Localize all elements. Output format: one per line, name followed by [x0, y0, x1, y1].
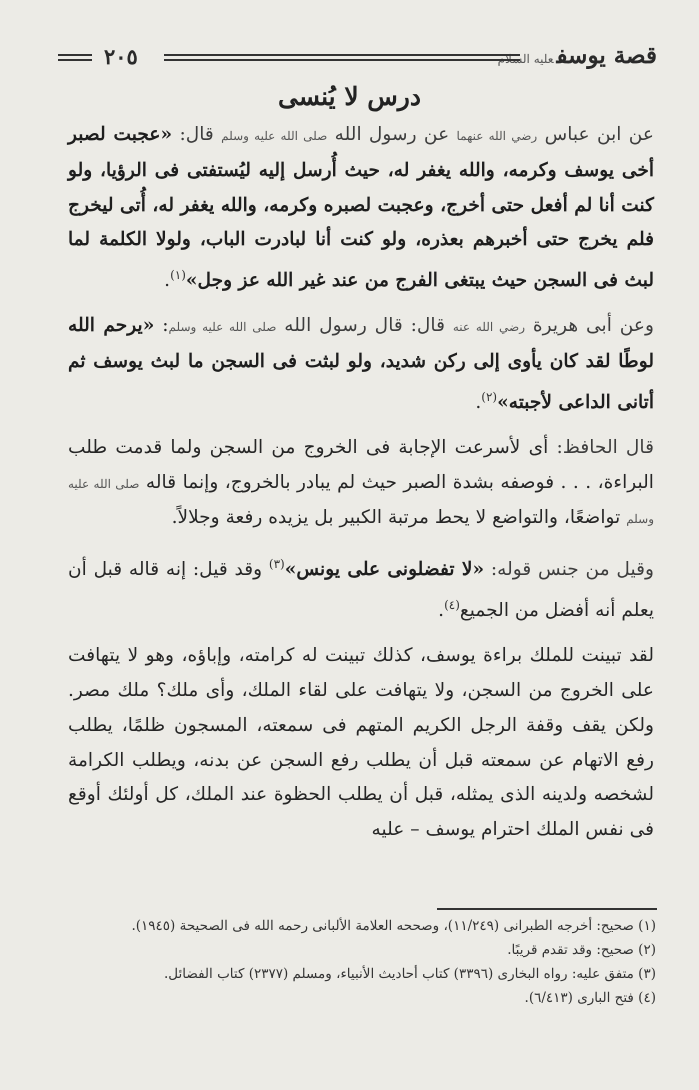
p4-end: .: [438, 600, 445, 622]
footnote-3: (٣) متفق عليه: رواه البخارى (٣٣٩٦) كتاب أحاديث الأنبياء، ومسلم (٢٣٧٧) كتاب الفضائل.: [164, 966, 656, 982]
paragraph-3: [68, 431, 654, 537]
running-title-honorific: عليه السلام: [497, 52, 554, 66]
footnote-ref-4: (٤): [444, 598, 460, 613]
footnotes: [68, 914, 656, 1010]
p1-mid: عن رسول الله: [334, 124, 450, 145]
p4-text: وقد قيل: إنه قاله قبل أن يعلم أنه أفضل من الجميع: [68, 559, 654, 622]
p1-radiallah: رضي الله عنهما: [456, 129, 538, 143]
p1-end: .: [164, 270, 171, 292]
paragraph-5: [68, 639, 654, 848]
body-text: [68, 118, 654, 848]
footnote-ref-3: (٣): [268, 557, 285, 572]
p4-hadith-quote: «لا تفضلونى على يونس»: [284, 559, 485, 581]
page-number: ٢٠٥: [104, 44, 138, 69]
p3-text-1: أى لأسرعت الإجابة فى الخروج من السجن ولما قدمت طلب البراءة، . . . فوصفه بشدة الصبر حيث لم يبادر بالخروج، وإنما قاله: [68, 436, 654, 493]
p3-intro: قال الحافظ:: [556, 436, 654, 458]
paragraph-4: [68, 547, 654, 629]
page-header: [58, 40, 657, 80]
footnote-divider: [437, 908, 657, 910]
running-title-text: قصة يوسف: [556, 42, 657, 69]
footnote-2: (٢) صحيح: وقد تقدم قريبًا.: [507, 942, 656, 958]
header-rule-left: [58, 54, 92, 61]
p5-text: لقد تبينت للملك براءة يوسف، كذلك تبينت له كرامته، وإباؤه، وهو لا يتهافت على الخروج من السجن، ولا يتهافت على لقاء الملك، وأى ملك؟ ملك مصر. ولكن يقف وقفة الرجل الكريم المتهم فى سمعته، المسجون ظلمًا، يطلب رفع الاتهام عن سمعته قبل أن يطلب رفع السجن عن بدنه، ويطلب الكرامة لشخصه ولدينه الذى يمثله، قبل أن يطلب الحظوة عند الملك، كل أولئك أوقع فى نفس الملك احترام يوسف – عليه: [68, 645, 654, 841]
footnote-1: (١) صحيح: أخرجه الطبرانى (١١/٢٤٩)، وصححه العلامة الألبانى رحمه الله فى الصحيحة (١٩٤٥).: [131, 918, 656, 934]
p1-salawat: صلى الله عليه وسلم: [221, 129, 328, 143]
running-title: [498, 42, 657, 69]
p2-intro: وعن أبى هريرة: [532, 315, 654, 337]
p4-intro: وقيل من جنس قوله:: [490, 559, 654, 581]
footnote-4: (٤) فتح البارى (٦/٤١٣).: [524, 990, 656, 1006]
paragraph-2: [68, 309, 654, 421]
p1-qal: قال:: [179, 124, 214, 145]
p1-intro: عن ابن عباس: [544, 124, 655, 145]
p3-text-2: تواضعًا، والتواضع لا يحط مرتبة الكبير بل يزيده رفعة وجلالاً.: [171, 507, 621, 529]
lesson-title: درس لا يُنسى: [277, 82, 422, 111]
paragraph-1: [68, 118, 654, 299]
p1-hadith-quote: «عجبت لصبر أخى يوسف وكرمه، والله يغفر له، حيث أُرسل إليه ليُستفتى فى الرؤيا، ولو كنت أنا لم أفعل حتى أخرج، وعجبت لصبره وكرمه، والله يغفر له، أُتى ليخرج فلم يخرج حتى أخبرهم بعذره، ولو كنت أنا لبادرت الباب، ولولا الكلمة لما لبث فى السجن حيث يبتغى الفرج من عند غير الله عز وجل»: [68, 124, 654, 292]
footnote-ref-1: (١): [170, 268, 186, 283]
p2-qal: قال: قال رسول الله: [284, 315, 445, 337]
p2-end: .: [475, 391, 482, 413]
footnote-ref-2: (٢): [481, 389, 498, 404]
p2-colon: :: [162, 315, 169, 337]
header-rule-middle: [164, 54, 520, 61]
p2-salawat: صلى الله عليه وسلم: [168, 320, 277, 335]
p2-radiallah: رضي الله عنه: [452, 320, 526, 335]
p2-hadith-quote: «يرحم الله لوطًا لقد كان يأوى إلى ركن شديد، ولو لبثت فى السجن ما لبث يوسف ثم أتانى الداعى لأجبته»: [68, 315, 654, 413]
p3-salawat: صلى الله عليه وسلم: [68, 476, 654, 527]
